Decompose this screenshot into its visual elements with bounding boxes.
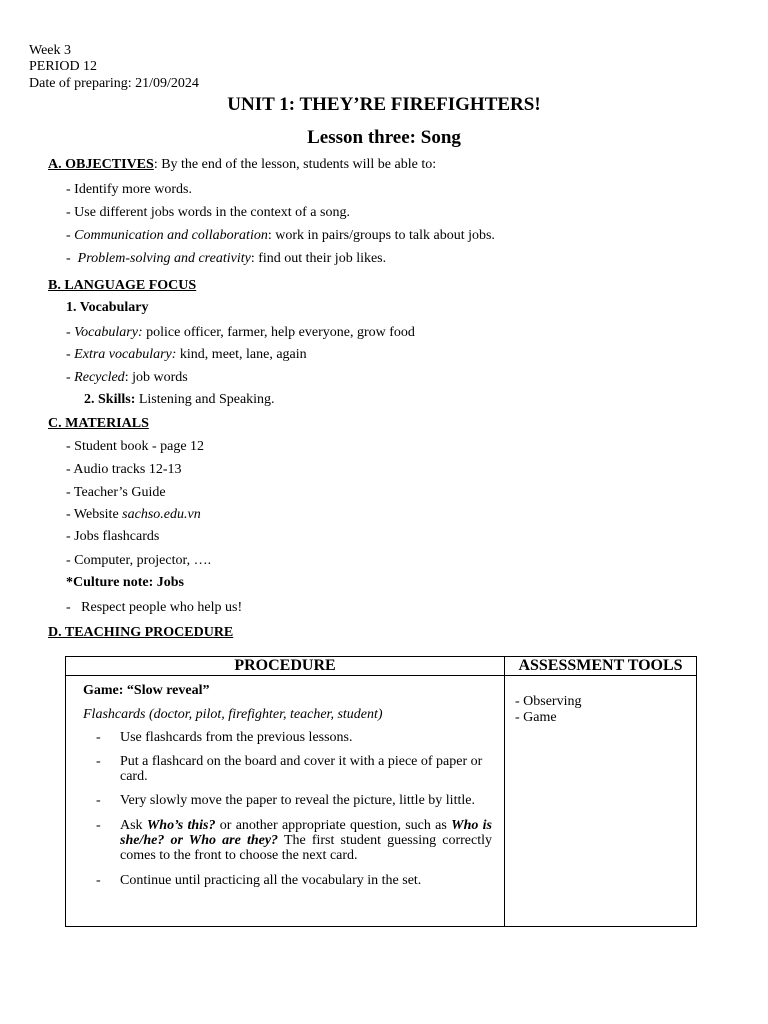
vocab-item: - Extra vocabulary: kind, meet, lane, again <box>66 347 307 362</box>
culture-item: - Respect people who help us! <box>66 600 243 615</box>
material-item: - Jobs flashcards <box>66 529 160 544</box>
procedure-step: Ask Who’s this? or another appropriate question, such as Who is she/he? or Who are they? The first student guessing correctly comes to the front to choose the next card. <box>120 818 493 863</box>
unit-title: UNIT 1: THEY’RE FIREFIGHTERS! <box>227 94 541 115</box>
assessment-item: - Game <box>515 710 557 725</box>
objective-item: - Identify more words. <box>66 182 192 197</box>
vocab-item: - Recycled: job words <box>66 370 188 385</box>
objective-item: - Communication and collaboration: work in pairs/groups to talk about jobs. <box>66 228 495 243</box>
skills-line: 2. Skills: Listening and Speaking. <box>84 392 275 407</box>
bullet-dash: - <box>96 818 101 833</box>
procedure-heading: D. TEACHING PROCEDURE <box>48 625 234 640</box>
material-item: - Audio tracks 12-13 <box>66 462 182 477</box>
assessment-item: - Observing <box>515 694 582 709</box>
vocab-item: - Vocabulary: police officer, farmer, help everyone, grow food <box>66 325 415 340</box>
objectives-line <box>48 157 436 173</box>
bullet-dash: - <box>96 793 101 808</box>
procedure-step: Put a flashcard on the board and cover it with a piece of paper or card. <box>120 754 483 784</box>
flashcards-line: Flashcards (doctor, pilot, firefighter, teacher, student) <box>83 707 383 722</box>
material-item-website: - Website sachso.edu.vn <box>66 507 201 522</box>
objective-item: - Use different jobs words in the context of a song. <box>66 205 350 220</box>
assessment-cell <box>505 676 697 927</box>
material-item: - Computer, projector, …. <box>66 553 212 568</box>
vocabulary-heading: 1. Vocabulary <box>66 300 149 315</box>
objectives-intro: : By the end of the lesson, students will be able to: <box>153 157 437 172</box>
assessment-column-header: ASSESSMENT TOOLS <box>505 657 697 676</box>
language-focus-heading: B. LANGUAGE FOCUS <box>48 278 197 293</box>
procedure-step: Very slowly move the paper to reveal the picture, little by little. <box>120 793 475 808</box>
procedure-step: Use flashcards from the previous lessons. <box>120 730 353 745</box>
bullet-dash: - <box>96 754 101 769</box>
bullet-dash: - <box>96 873 101 888</box>
material-item: - Student book - page 12 <box>66 439 205 454</box>
procedure-column-header: PROCEDURE <box>66 657 505 676</box>
bullet-dash: - <box>96 730 101 745</box>
procedure-cell <box>66 676 505 927</box>
objectives-heading: A. OBJECTIVES <box>48 157 154 172</box>
culture-note: *Culture note: Jobs <box>66 575 184 590</box>
period-label: PERIOD 12 <box>29 59 98 74</box>
procedure-step: Continue until practicing all the vocabulary in the set. <box>120 873 422 888</box>
game-title: Game: “Slow reveal” <box>83 683 210 698</box>
lesson-title: Lesson three: Song <box>307 127 461 148</box>
week-label: Week 3 <box>29 43 72 58</box>
date-label: Date of preparing: 21/09/2024 <box>29 76 199 91</box>
objective-item: - Problem-solving and creativity: find out their job likes. <box>66 251 387 266</box>
materials-heading: C. MATERIALS <box>48 416 149 431</box>
material-item: - Teacher’s Guide <box>66 485 166 500</box>
website-link: sachso.edu.vn <box>122 507 201 522</box>
procedure-table <box>65 656 697 927</box>
